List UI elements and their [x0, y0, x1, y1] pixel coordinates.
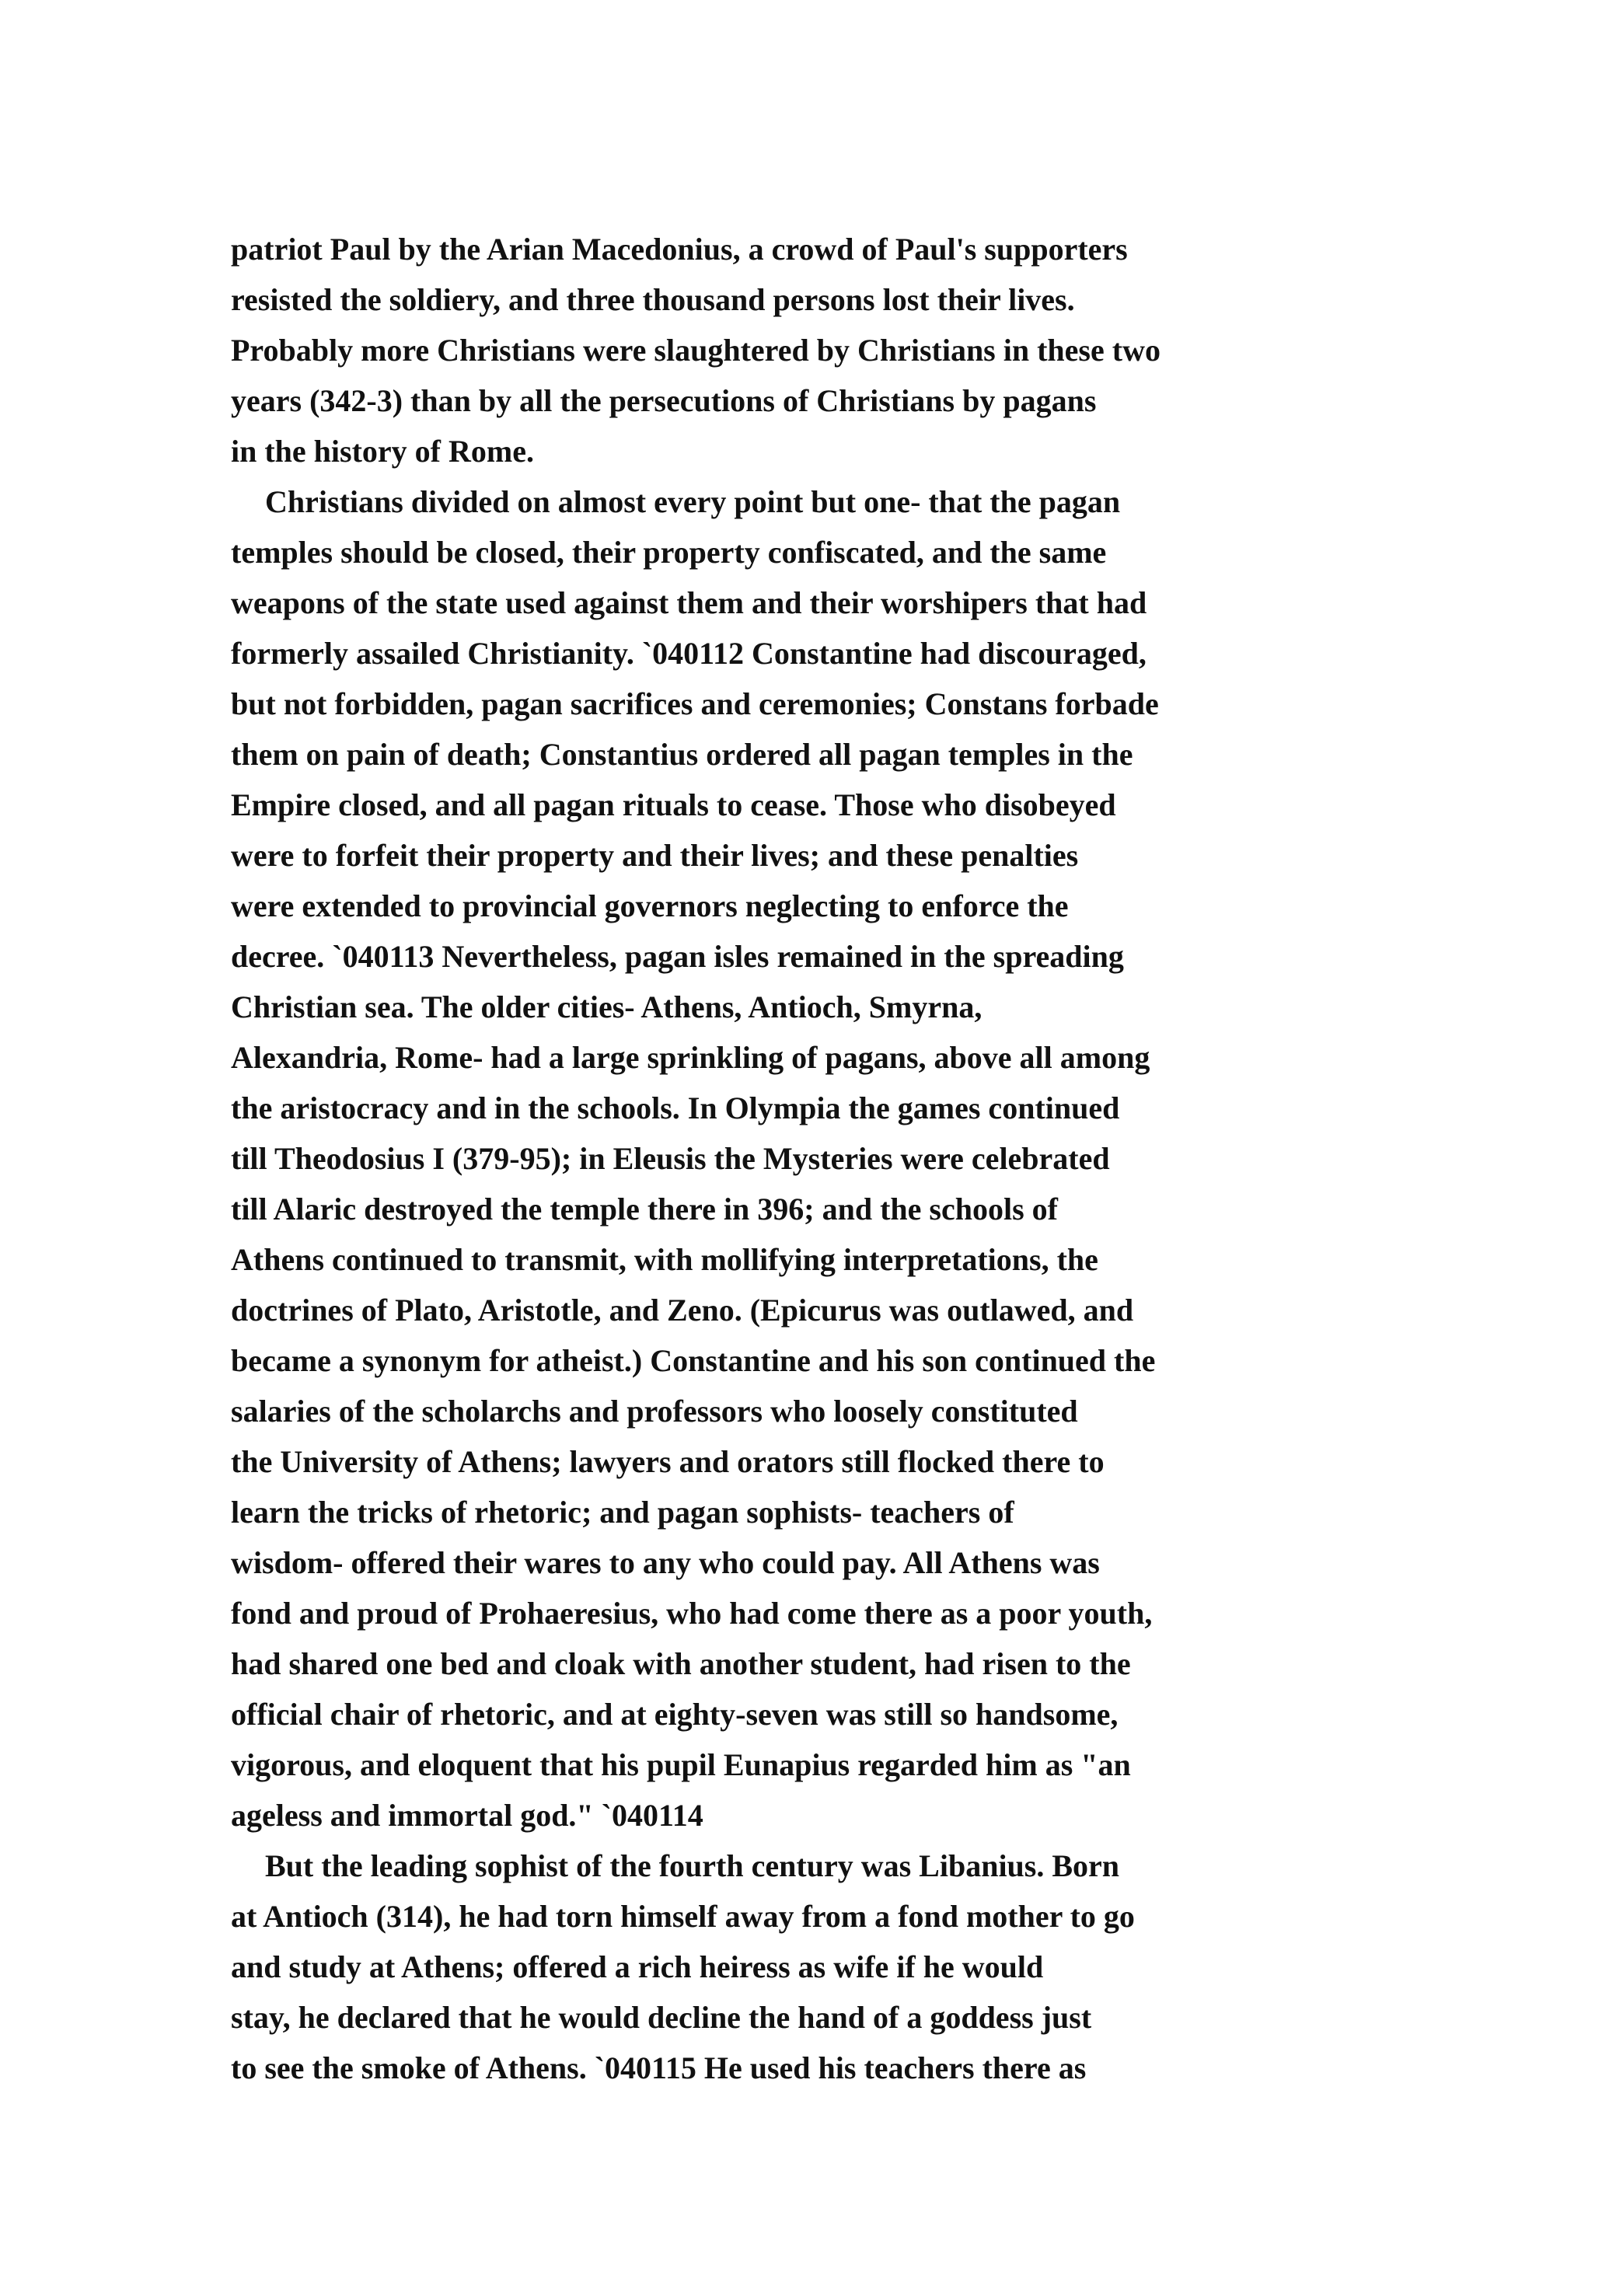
text-line: were extended to provincial governors neglecting to enforce the — [231, 888, 1069, 923]
text-line: Athens continued to transmit, with mollifying interpretations, the — [231, 1242, 1098, 1277]
text-line: patriot Paul by the Arian Macedonius, a crowd of Paul's supporters — [231, 232, 1128, 267]
text-line: resisted the soldiery, and three thousand persons lost their lives. — [231, 282, 1075, 317]
text-line: till Alaric destroyed the temple there in 396; and the schools of — [231, 1192, 1058, 1227]
text-line: till Theodosius I (379-95); in Eleusis the Mysteries were celebrated — [231, 1141, 1110, 1176]
text-line: temples should be closed, their property confiscated, and the same — [231, 535, 1107, 570]
text-line: weapons of the state used against them and their worshipers that had — [231, 585, 1147, 620]
text-line: Empire closed, and all pagan rituals to cease. Those who disobeyed — [231, 787, 1116, 822]
text-line: salaries of the scholarchs and professors who loosely constituted — [231, 1394, 1078, 1429]
text-line: wisdom- offered their wares to any who could pay. All Athens was — [231, 1545, 1100, 1580]
body-text — [231, 224, 1599, 2093]
text-line: decree. `040113 Nevertheless, pagan isles remained in the spreading — [231, 939, 1124, 974]
text-line: Probably more Christians were slaughtered by Christians in these two — [231, 333, 1161, 368]
text-line: Christian sea. The older cities- Athens, Antioch, Smyrna, — [231, 989, 983, 1024]
text-line: learn the tricks of rhetoric; and pagan sophists- teachers of — [231, 1495, 1014, 1530]
text-line: years (342-3) than by all the persecutions of Christians by pagans — [231, 383, 1097, 418]
text-line: in the history of Rome. — [231, 434, 534, 469]
paragraph-first-line: Christians divided on almost every point but one- that the pagan — [265, 484, 1121, 519]
text-line: had shared one bed and cloak with another student, had risen to the — [231, 1646, 1131, 1681]
text-line: the aristocracy and in the schools. In Olympia the games continued — [231, 1090, 1120, 1125]
text-line: Alexandria, Rome- had a large sprinkling of pagans, above all among — [231, 1040, 1150, 1075]
text-line: formerly assailed Christianity. `040112 Constantine had discouraged, — [231, 636, 1147, 671]
text-line: but not forbidden, pagan sacrifices and ceremonies; Constans forbade — [231, 686, 1159, 721]
text-line: fond and proud of Prohaeresius, who had come there as a poor youth, — [231, 1596, 1153, 1631]
paragraph-first-line: But the leading sophist of the fourth century was Libanius. Born — [265, 1848, 1120, 1883]
text-line: and study at Athens; offered a rich heiress as wife if he would — [231, 1949, 1044, 1984]
text-line: became a synonym for atheist.) Constantine and his son continued the — [231, 1343, 1156, 1378]
text-line: ageless and immortal god." `040114 — [231, 1798, 703, 1833]
text-line: the University of Athens; lawyers and orators still flocked there to — [231, 1444, 1105, 1479]
text-line: stay, he declared that he would decline the hand of a goddess just — [231, 2000, 1092, 2035]
text-line: official chair of rhetoric, and at eighty-seven was still so handsome, — [231, 1697, 1119, 1732]
text-line: were to forfeit their property and their lives; and these penalties — [231, 838, 1079, 873]
text-line: vigorous, and eloquent that his pupil Eunapius regarded him as "an — [231, 1747, 1131, 1782]
text-line: them on pain of death; Constantius ordered all pagan temples in the — [231, 737, 1133, 772]
text-line: doctrines of Plato, Aristotle, and Zeno. (Epicurus was outlawed, and — [231, 1293, 1134, 1328]
text-line: at Antioch (314), he had torn himself away from a fond mother to go — [231, 1899, 1135, 1934]
text-line: to see the smoke of Athens. `040115 He used his teachers there as — [231, 2050, 1087, 2085]
